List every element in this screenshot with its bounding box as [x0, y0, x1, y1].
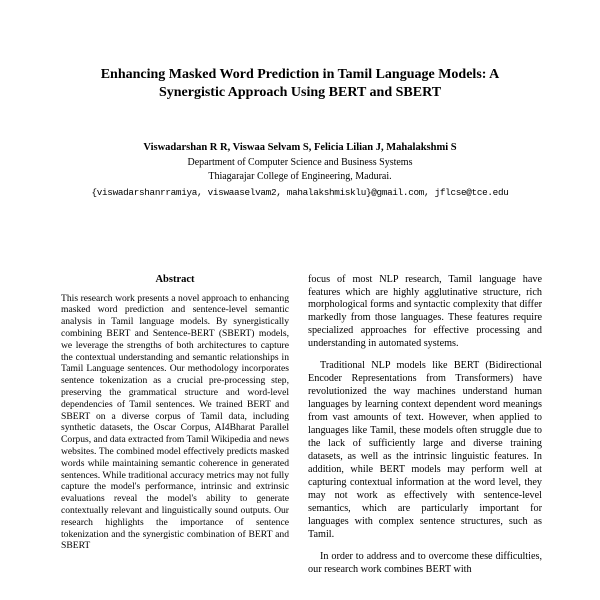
body-paragraph-2: Traditional NLP models like BERT (Bidirectional Encoder Representations from Transformers) have revolutionized the way machines understand human languages by learning context dependent word meanings from vast amounts of text. However, when applied to languages like Tamil, these models often struggle due to the lack of sufficiently large and diverse training datasets, as well as the intrinsic linguistic features. In addition, while BERT models may perform well at capturing contextual information at the word level, they may not work as effectively with sentence-level semantics, which are particularly important for languages with complex sentence structures, such as Tamil.: [308, 360, 542, 540]
affiliation-college: Thiagarajar College of Engineering, Madurai.: [208, 170, 392, 182]
body-paragraph-1: focus of most NLP research, Tamil language have features which are highly agglutinative structure, rich morphological forms and syntactic complexity that differ markedly from those languages. These features require specialized approaches for effective processing and understanding in automated systems.: [308, 273, 542, 350]
left-column: [58, 274, 292, 577]
right-column: [308, 274, 542, 577]
affiliation-department: Department of Computer Science and Business Systems: [187, 156, 413, 168]
authors-line: Viswadarshan R R, Viswaa Selvam S, Felicia Lilian J, Mahalakshmi S: [143, 141, 457, 153]
abstract-heading: Abstract: [155, 273, 195, 285]
author-emails: {viswadarshanrramiya, viswaaselvam2, mahalakshmisklu}@gmail.com, jflcse@tce.edu: [91, 186, 509, 198]
paper-title: Enhancing Masked Word Prediction in Tamil Language Models: A Synergistic Approach Using BERT and SBERT: [100, 67, 500, 101]
body-paragraph-3: In order to address and to overcome these difficulties, our research work combines BERT with: [308, 550, 542, 575]
two-column-body: [58, 274, 542, 577]
abstract-text: This research work presents a novel approach to enhancing masked word prediction and sentence-level semantic analysis in Tamil language models. By synergistically combining BERT and Sentence-BERT (SBERT) models, we leverage the strengths of both architectures to capture the contextual understanding and semantic relationships in Tamil Language sentences. Our methodology incorporates sentence tokenization as a crucial pre-processing step, preserving the grammatical structure and word-level dependencies of Tamil sentences. We trained BERT and SBERT on a diverse corpus of Tamil data, including synthetic datasets, the Oscar Corpus, AI4Bharat Parallel Corpus, and data extracted from Tamil Wikipedia and news websites. The combined model effectively predicts masked words while maintaining semantic coherence in generated sentences. While traditional accuracy metrics may not fully capture the model's performance, intrinsic and extrinsic evaluations reveal the model's ability to generate contextually relevant and linguistically sound outputs. Our research highlights the importance of sentence tokenization and the synergistic combination of BERT and SBERT: [61, 292, 289, 552]
